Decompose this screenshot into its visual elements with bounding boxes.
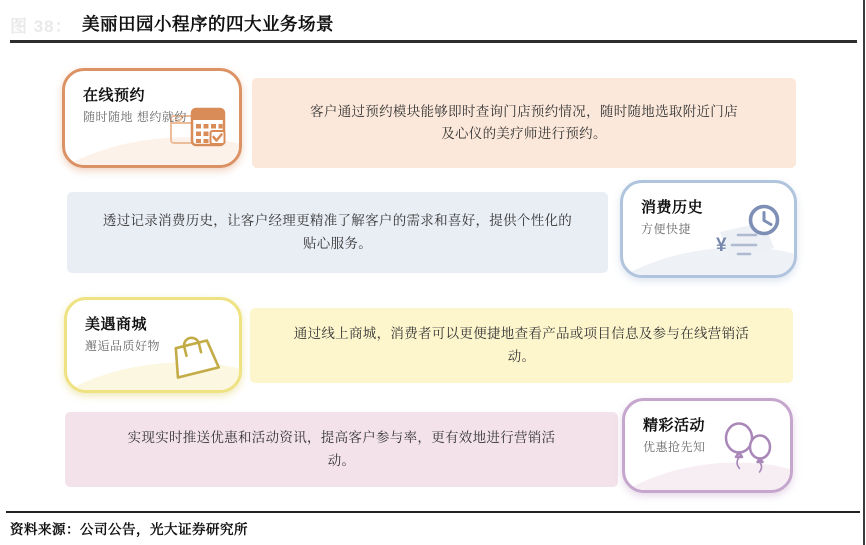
banner-mall bbox=[250, 308, 793, 383]
card-mall bbox=[64, 297, 242, 393]
footer-divider bbox=[6, 511, 860, 513]
figure-label: 图 38： bbox=[10, 17, 73, 36]
clock-receipt-icon bbox=[706, 202, 786, 269]
card-title: 在线预约 bbox=[83, 87, 146, 104]
card-subtitle: 邂逅品质好物 bbox=[85, 339, 161, 353]
card-online-booking bbox=[62, 68, 242, 168]
card-events bbox=[622, 398, 793, 493]
balloons-icon bbox=[720, 421, 778, 482]
card-title: 美遇商城 bbox=[85, 316, 148, 333]
card-title: 精彩活动 bbox=[643, 417, 706, 434]
card-text-block bbox=[83, 84, 187, 125]
banner-consumption-history bbox=[67, 192, 608, 273]
source-note: 资料来源：公司公告，光大证券研究所 bbox=[10, 522, 248, 537]
card-subtitle: 随时随地 想约就约 bbox=[83, 110, 187, 124]
banner-description: 客户通过预约模块能够即时查询门店预约情况，随时随地选取附近门店及心仪的美疗师进行预约。 bbox=[310, 103, 738, 141]
card-text-block bbox=[641, 196, 703, 237]
card-subtitle: 优惠抢先知 bbox=[643, 440, 706, 454]
card-title: 消费历史 bbox=[641, 199, 704, 216]
banner-online-booking bbox=[252, 78, 796, 168]
svg-text:¥: ¥ bbox=[716, 235, 727, 256]
card-text-block bbox=[643, 414, 706, 455]
banner-description: 通过线上商城，消费者可以更便捷地查看产品或项目信息及参与在线营销活动。 bbox=[293, 326, 750, 364]
card-consumption-history bbox=[620, 180, 797, 278]
page-right-border bbox=[863, 0, 865, 545]
banner-events bbox=[65, 412, 618, 487]
banner-description: 实现实时推送优惠和活动资讯，提高客户参与率，更有效地进行营销活动。 bbox=[127, 430, 556, 468]
shopping-bag-icon bbox=[163, 323, 225, 386]
title-divider bbox=[10, 40, 857, 43]
card-subtitle: 方便快捷 bbox=[641, 222, 692, 236]
card-text-block bbox=[85, 313, 160, 354]
page-title: 美丽田园小程序的四大业务场景 bbox=[82, 14, 334, 34]
banner-description: 透过记录消费历史，让客户经理更精准了解客户的需求和喜好，提供个性化的贴心服务。 bbox=[102, 213, 573, 251]
